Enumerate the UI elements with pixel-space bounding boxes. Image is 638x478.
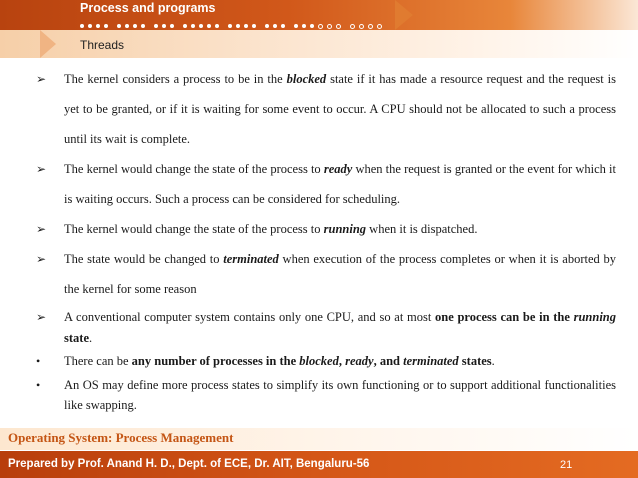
bullet-text: when execution of the process completes or when it is aborted by the kernel for some reason — [64, 252, 616, 296]
bullet-terminated-state — [36, 244, 616, 304]
bullet-text: A conventional computer system contains only one CPU, and so at most — [64, 310, 435, 324]
page-number: 21 — [560, 459, 573, 471]
keyword-separator: , and — [373, 354, 404, 368]
keyword-running: running — [323, 222, 367, 236]
dot-bullet-icon: • — [36, 354, 41, 368]
slide-content — [36, 64, 616, 416]
keyword-terminated: terminated — [403, 354, 459, 368]
keyword-one-process: one process can be in the — [435, 310, 574, 324]
decorative-dots — [80, 17, 386, 27]
slide-subtitle: Threads — [80, 38, 125, 52]
dot — [350, 24, 355, 29]
course-title: Operating System: Process Management — [8, 430, 234, 445]
keyword-separator: , — [338, 354, 346, 368]
bullet-blocked-state — [36, 64, 616, 154]
keyword-ready: ready — [323, 162, 353, 176]
dot — [318, 24, 323, 29]
bullet-running-state — [36, 214, 616, 244]
keyword-ready: ready — [345, 354, 374, 368]
keyword-running: running — [573, 310, 616, 324]
subheader-arrow — [40, 30, 56, 58]
bullet-many-processes — [36, 351, 616, 372]
dot — [377, 24, 382, 29]
bullet-text: when it is dispatched. — [366, 222, 478, 236]
arrow-bullet-icon: ➢ — [36, 72, 47, 86]
keyword-states: states — [458, 354, 492, 368]
bullet-text: The kernel considers a process to be in the — [64, 72, 287, 86]
arrow-bullet-icon: ➢ — [36, 310, 47, 324]
arrow-bullet-icon: ➢ — [36, 162, 47, 176]
header-arrow — [395, 0, 413, 30]
bullet-more-states — [36, 375, 616, 416]
keyword-state: state — [64, 330, 89, 345]
slide-title: Process and programs — [80, 1, 216, 15]
bullet-text: The state would be changed to — [64, 252, 224, 266]
bullet-text: when the request is granted or the event for which it is waiting occurs. Such a process can be considered for scheduling. — [64, 162, 616, 206]
keyword-blocked: blocked — [286, 72, 327, 86]
bullet-text: The kernel would change the state of the process to — [64, 222, 324, 236]
dot-bullet-icon: • — [36, 377, 41, 392]
bullet-text: An OS may define more process states to simplify its own functioning or to support additional functionalities like swapping. — [64, 377, 616, 412]
keyword-any-number: any number of processes in the — [131, 354, 300, 368]
bullet-text: . — [89, 330, 93, 345]
dot — [336, 24, 341, 29]
bullet-text: state if it has made a resource request and the request is yet to be granted, or if it is waiting for some event to occur. A CPU should not be allocated to such a process until its wait is complete. — [64, 72, 616, 146]
bullet-text: . — [491, 354, 495, 368]
bullet-ready-state — [36, 154, 616, 214]
arrow-bullet-icon: ➢ — [36, 222, 47, 236]
arrow-bullet-icon: ➢ — [36, 252, 47, 266]
dot — [368, 24, 373, 29]
bullet-single-cpu — [36, 307, 616, 348]
bullet-text: The kernel would change the state of the process to — [64, 162, 324, 176]
dot — [327, 24, 332, 29]
dot — [359, 24, 364, 29]
keyword-terminated: terminated — [223, 252, 279, 266]
author-credit: Prepared by Prof. Anand H. D., Dept. of ECE, Dr. AIT, Bengaluru-56 — [8, 458, 370, 470]
bullet-text: There can be — [64, 354, 132, 368]
keyword-blocked: blocked — [299, 354, 339, 368]
